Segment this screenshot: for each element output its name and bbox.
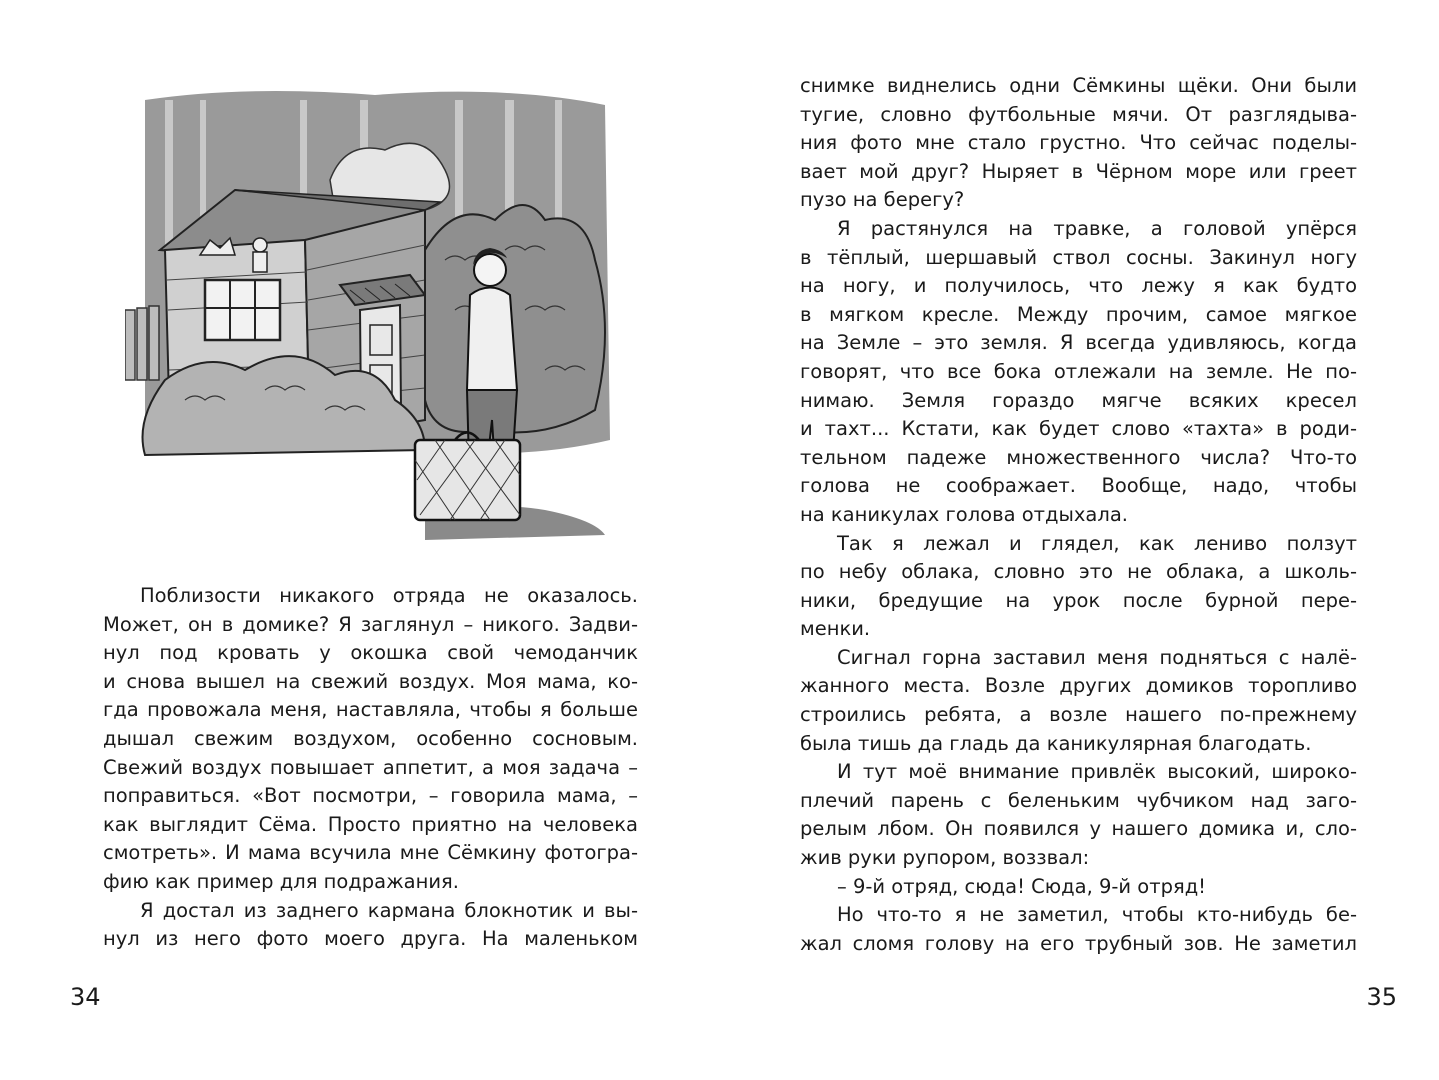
text-line: поправиться. «Вот посмотри, – говорила мама, – — [103, 784, 638, 808]
text-line: смотреть». И мама всучила мне Сёмкину фотогра- — [103, 841, 638, 865]
text-line: снимке виднелись одни Сёмкины щёки. Они были — [800, 74, 1357, 97]
text-line: пузо на берегу? — [800, 188, 965, 212]
right-page-text — [800, 72, 1357, 958]
text-line: вает мой друг? Ныряет в Чёрном море или греет — [800, 159, 1357, 183]
text-line: была тишь да гладь да каникулярная благодать. — [800, 731, 1312, 755]
text-line: жал сломя голову на его трубный зов. Не заметил — [800, 931, 1357, 955]
text-line: тельном падеже множественного числа? Что-то — [800, 445, 1357, 469]
text-line: на Земле – это земля. Я всегда удивляюсь, когда — [800, 331, 1357, 355]
text-line: И тут моё внимание привлёк высокий, широко- — [837, 760, 1357, 784]
text-line: дышал свежим воздухом, особенно сосновым. — [103, 726, 638, 750]
text-line: Я растянулся на травке, а головой упёрся — [837, 216, 1357, 240]
text-line: гда провожала меня, наставляла, чтобы я больше — [103, 698, 638, 722]
text-line: – 9-й отряд, сюда! Сюда, 9-й отряд! — [837, 874, 1206, 898]
page-number: 35 — [1366, 983, 1397, 1011]
text-line: фию как пример для подражания. — [103, 869, 459, 893]
text-line: менки. — [800, 617, 871, 641]
text-line: и снова вышел на свежий воздух. Моя мама, ко- — [103, 669, 638, 693]
text-line: и тахт... Кстати, как будет слово «тахта» в роди- — [800, 417, 1357, 441]
text-line: строились ребята, а возле нашего по-прежнему — [800, 703, 1357, 727]
left-page-text — [103, 582, 638, 954]
text-line: жив руки рупором, воззвал: — [800, 846, 1090, 870]
text-line: в тёплый, шершавый ствол сосны. Закинул ногу — [800, 245, 1357, 269]
text-line: Но что-то я не заметил, чтобы кто-нибудь бе- — [837, 903, 1357, 927]
house-boy-suitcase-illustration — [125, 80, 620, 550]
text-line: Сигнал горна заставил меня подняться с налё- — [837, 645, 1357, 669]
text-line: тугие, словно футбольные мячи. От разглядыва- — [800, 102, 1357, 126]
right-page — [720, 0, 1439, 1080]
page-number: 34 — [70, 983, 101, 1011]
text-line: в мягком кресле. Между прочим, самое мягкое — [800, 302, 1357, 326]
text-line: релым лбом. Он появился у нашего домика и, сло- — [800, 817, 1357, 841]
text-line: на каникулах голова отдыхала. — [800, 502, 1128, 526]
text-line: Я достал из заднего кармана блокнотик и вы- — [140, 898, 638, 922]
text-line: голова не соображает. Вообще, надо, чтобы — [800, 474, 1357, 498]
text-line: как выглядит Сёма. Просто приятно на человека — [103, 812, 638, 836]
text-line: Свежий воздух повышает аппетит, а моя задача – — [103, 755, 638, 779]
text-line: Поблизости никакого отряда не оказалось. — [140, 584, 638, 607]
text-line: нимаю. Земля гораздо мягче всяких кресел — [800, 388, 1357, 412]
text-line: ники, бредущие на урок после бурной пере- — [800, 588, 1357, 612]
text-line: жанного места. Возле других домиков торопливо — [800, 674, 1357, 698]
text-line: Так я лежал и глядел, как лениво ползут — [837, 531, 1357, 555]
text-line: нул из него фото моего друга. На маленьком — [103, 927, 638, 951]
text-line: говорят, что все бока отлежали на земле. Не по- — [800, 359, 1357, 383]
text-line: ния фото мне стало грустно. Что сейчас поделы- — [800, 131, 1357, 155]
text-line: по небу облака, словно это не облака, а школь- — [800, 560, 1357, 584]
text-line: на ногу, и получилось, что лежу я как будто — [800, 274, 1357, 298]
text-line: плечий парень с беленьким чубчиком над заго- — [800, 788, 1357, 812]
text-line: Может, он в домике? Я заглянул – никого. Задви- — [103, 612, 638, 636]
text-line: нул под кровать у окошка свой чемоданчик — [103, 641, 638, 665]
